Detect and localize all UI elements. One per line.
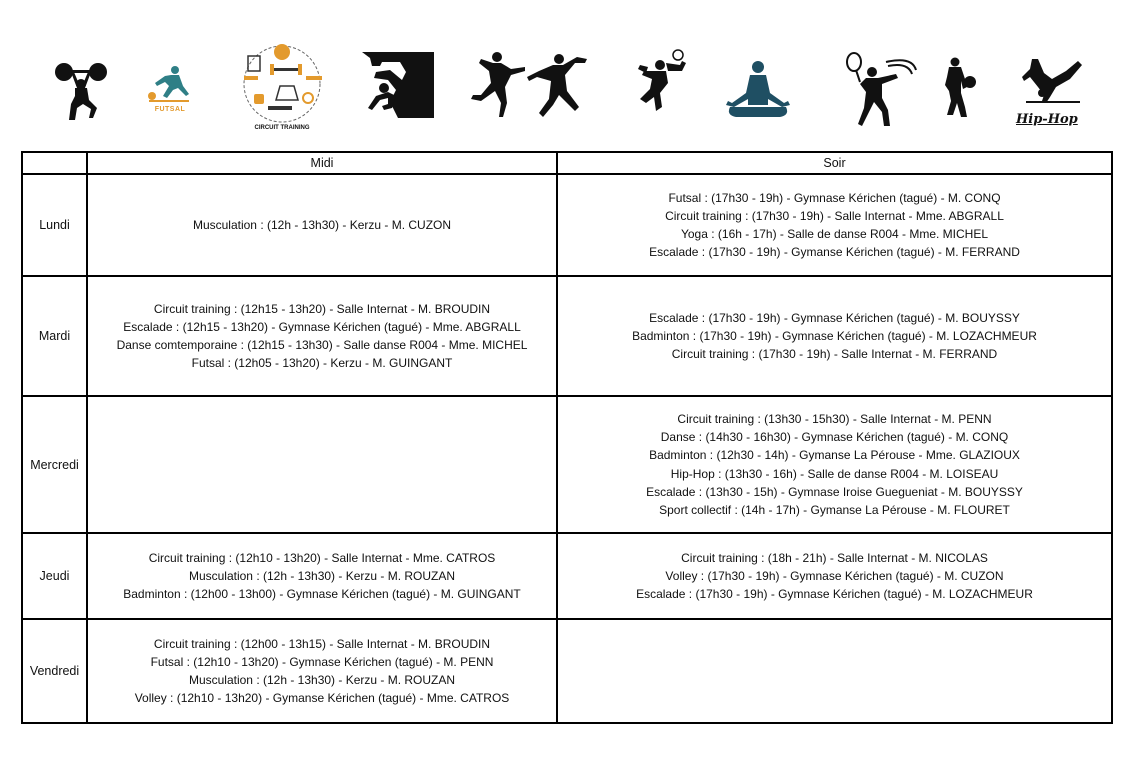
activity-line: Futsal : (12h05 - 13h20) - Kerzu - M. GUINGANT <box>191 356 453 371</box>
volleyball-icon <box>636 49 692 115</box>
hiphop-caption: Hip-Hop <box>1016 112 1078 127</box>
activity-line: Badminton : (12h00 - 13h00) - Gymnase Kérichen (tagué) - M. GUINGANT <box>123 587 521 602</box>
activity-line: Danse comtemporaine : (12h15 - 13h30) - Salle danse R004 - Mme. MICHEL <box>116 338 528 352</box>
soir-cell <box>557 396 1112 533</box>
sports-icon-strip <box>0 0 1145 145</box>
activity-line: Sport collectif : (14h - 17h) - Gymanse La Pérouse - M. FLOURET <box>659 502 1010 517</box>
soir-cell <box>557 533 1112 619</box>
day-label: Lundi <box>22 174 87 276</box>
activity-line: Volley : (12h10 - 13h20) - Gymanse Kérichen (tagué) - Mme. CATROS <box>134 691 510 706</box>
row-mercredi <box>22 396 1112 533</box>
schedule-table <box>21 151 1113 724</box>
header-row <box>22 152 1112 174</box>
activity-line: Escalade : (17h30 - 19h) - Gymnase Kérichen (tagué) - M. LOZACHMEUR <box>636 587 1033 602</box>
activity-line: Escalade : (17h30 - 19h) - Gymanse Kérichen (tagué) - M. FERRAND <box>649 245 1020 260</box>
climbing-icon <box>362 52 434 118</box>
midi-cell <box>87 619 557 723</box>
hiphop-icon <box>1022 57 1084 107</box>
activity-line: Musculation : (12h - 13h30) - Kerzu - M. ROUZAN <box>188 673 456 687</box>
header-day <box>22 152 87 174</box>
day-label: Vendredi <box>22 619 87 723</box>
soir-cell <box>557 174 1112 276</box>
soir-cell <box>557 619 1112 723</box>
activity-line: Circuit training : (12h10 - 13h20) - Salle Internat - Mme. CATROS <box>148 550 496 565</box>
activity-line: Circuit training : (13h30 - 15h30) - Salle Internat - M. PENN <box>677 411 992 426</box>
soir-cell <box>557 276 1112 396</box>
row-vendredi <box>22 619 1112 723</box>
midi-cell <box>87 174 557 276</box>
day-label: Mardi <box>22 276 87 396</box>
activity-line: Circuit training : (17h30 - 19h) - Salle Internat - M. FERRAND <box>671 347 998 362</box>
circuit-training-caption: CIRCUIT TRAINING <box>254 125 310 131</box>
row-jeudi <box>22 533 1112 619</box>
activity-line: Futsal : (17h30 - 19h) - Gymnase Kérichen (tagué) - M. CONQ <box>668 190 1001 205</box>
activity-line: Badminton : (12h30 - 14h) - Gymanse La Pérouse - Mme. GLAZIOUX <box>649 448 1020 463</box>
futsal-icon <box>143 64 193 104</box>
midi-cell <box>87 276 557 396</box>
activity-line: Escalade : (12h15 - 13h20) - Gymnase Kérichen (tagué) - Mme. ABGRALL <box>123 319 521 334</box>
activity-line: Circuit training : (18h - 21h) - Salle Internat - M. NICOLAS <box>681 550 988 565</box>
yoga-icon <box>724 59 792 119</box>
weightlifting-icon <box>55 58 107 124</box>
activity-line: Escalade : (17h30 - 19h) - Gymnase Kérichen (tagué) - M. BOUYSSY <box>649 310 1020 325</box>
day-label: Mercredi <box>22 396 87 533</box>
activity-line: Hip-Hop : (13h30 - 16h) - Salle de danse R004 - M. LOISEAU <box>670 466 999 481</box>
midi-cell <box>87 533 557 619</box>
activity-line: Circuit training : (12h15 - 13h20) - Salle Internat - M. BROUDIN <box>153 301 491 316</box>
activity-line: Yoga : (16h - 17h) - Salle de danse R004 - Mme. MICHEL <box>680 227 989 241</box>
activity-line: Circuit training : (17h30 - 19h) - Salle Internat - Mme. ABGRALL <box>665 208 1004 223</box>
activity-line: Badminton : (17h30 - 19h) - Gymnase Kérichen (tagué) - M. LOZACHMEUR <box>632 328 1037 343</box>
midi-cell <box>87 396 557 533</box>
activity-line: Futsal : (12h10 - 13h20) - Gymnase Kérichen (tagué) - M. PENN <box>150 654 494 669</box>
row-mardi <box>22 276 1112 396</box>
activity-line: Volley : (17h30 - 19h) - Gymnase Kérichen (tagué) - M. CUZON <box>665 568 1004 583</box>
activity-line: Escalade : (13h30 - 15h) - Gymnase Iroise Guegueniat - M. BOUYSSY <box>646 484 1023 499</box>
circuit-training-icon <box>236 42 328 124</box>
header-midi: Midi <box>87 152 557 174</box>
activity-line: Danse : (14h30 - 16h30) - Gymnase Kérichen (tagué) - M. CONQ <box>660 430 1009 445</box>
day-label: Jeudi <box>22 533 87 619</box>
activity-line: Musculation : (12h - 13h30) - Kerzu - M. CUZON <box>192 217 452 232</box>
dance-icon <box>467 47 591 121</box>
basketball-icon <box>941 57 977 119</box>
activity-line: Circuit training : (12h00 - 13h15) - Salle Internat - M. BROUDIN <box>153 636 491 651</box>
header-soir: Soir <box>557 152 1112 174</box>
badminton-icon <box>842 52 920 130</box>
futsal-caption: FUTSAL <box>154 106 186 113</box>
activity-line: Musculation : (12h - 13h30) - Kerzu - M. ROUZAN <box>188 568 456 583</box>
row-lundi <box>22 174 1112 276</box>
